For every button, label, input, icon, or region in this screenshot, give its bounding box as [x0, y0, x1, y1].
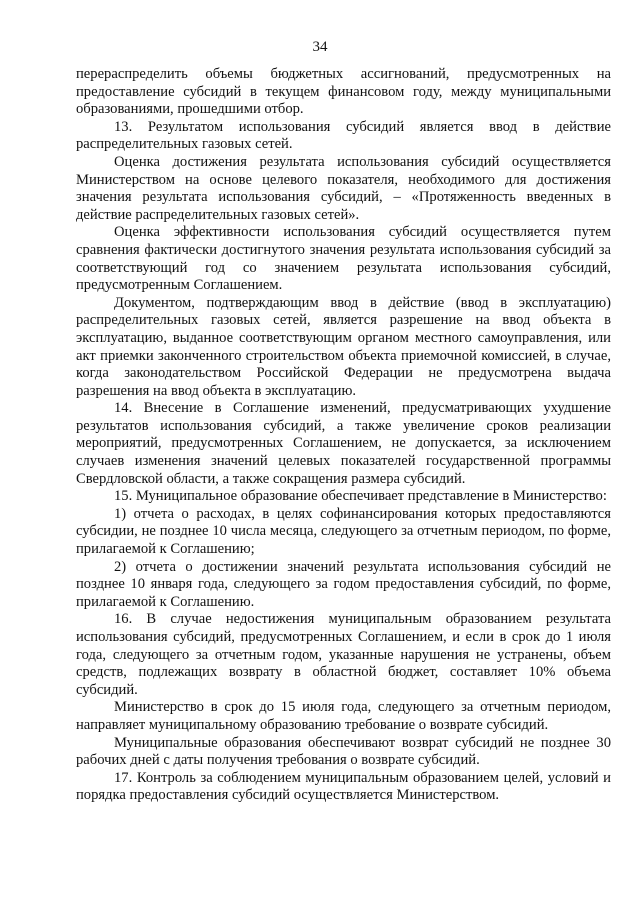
paragraph-14-amendments: 14. Внесение в Соглашение изменений, предусматривающих ухудшение результатов использования субсидий, а также увеличение сроков реализации мероприятий, предусмотренных Соглашением, не допускается, за исключением случаев изменения значений целевых показателей государственной программы Свердловской области, а также сокращения размера субсидий. [76, 400, 611, 487]
paragraph-15-reporting: 15. Муниципальное образование обеспечивает представление в Министерство: [114, 488, 607, 505]
paragraph-continuation: перераспределить объемы бюджетных ассигнований, предусмотренных на предоставление субсидий в текущем финансовом году, между муниципальными образованиями, прошедшими отбор. [76, 66, 611, 118]
paragraph-16-non-achievement: 16. В случае недостижения муниципальным образованием результата использования субсидий, предусмотренных Соглашением, и если в срок до 1 июля года, следующего за отчетным годом, указанные нарушения не устранены, объем средств, подлежащих возврату в областной бюджет, составляет 10% объема субсидий. [76, 611, 611, 698]
page-number: 34 [312, 39, 328, 55]
paragraph-confirming-document: Документом, подтверждающим ввод в действие (ввод в эксплуатацию) распределительных газовых сетей, является разрешение на ввод объекта в эксплуатацию, выданное соответствующим органом местного самоуправления, или акт приемки законченного строительством объекта приемочной комиссией, в случае, когда законодательством Российской Федерации не предусмотрена выдача разрешения на ввод объекта в эксплуатацию. [76, 294, 611, 399]
paragraph-ministry-demand: Министерство в срок до 15 июля года, следующего за отчетным периодом, направляет муниципальному образованию требование о возврате субсидий. [76, 699, 611, 733]
paragraph-17-control: 17. Контроль за соблюдением муниципальным образованием целей, условий и порядка предоставления субсидий осуществляется Министерством. [76, 769, 611, 804]
paragraph-efficiency-assessment: Оценка эффективности использования субсидий осуществляется путем сравнения фактически достигнутого значения результата использования субсидий за соответствующий год со значением результата использования субсидий, предусмотренным Соглашением. [76, 224, 611, 294]
paragraph-report-expenses: 1) отчета о расходах, в целях софинансирования которых предоставляются субсидии, не позднее 10 числа месяца, следующего за отчетным периодом, по форме, прилагаемой к Соглашению; [76, 505, 611, 558]
paragraph-subsidy-return: Муниципальные образования обеспечивают возврат субсидий не позднее 30 рабочих дней с даты получения требования о возврате субсидий. [76, 734, 611, 769]
paragraph-report-results: 2) отчета о достижении значений результата использования субсидий не позднее 10 января года, следующего за годом предоставления субсидий, по форме, прилагаемой к Соглашению. [76, 558, 611, 610]
paragraph-result-assessment: Оценка достижения результата использования субсидий осуществляется Министерством на основе целевого показателя, необходимого для достижения значения результата использования субсидий, – «Протяженность введенных в действие распределительных газовых сетей». [76, 153, 611, 223]
document-body [76, 66, 611, 805]
paragraph-13-result: 13. Результатом использования субсидий является ввод в действие распределительных газовых сетей. [76, 118, 611, 153]
